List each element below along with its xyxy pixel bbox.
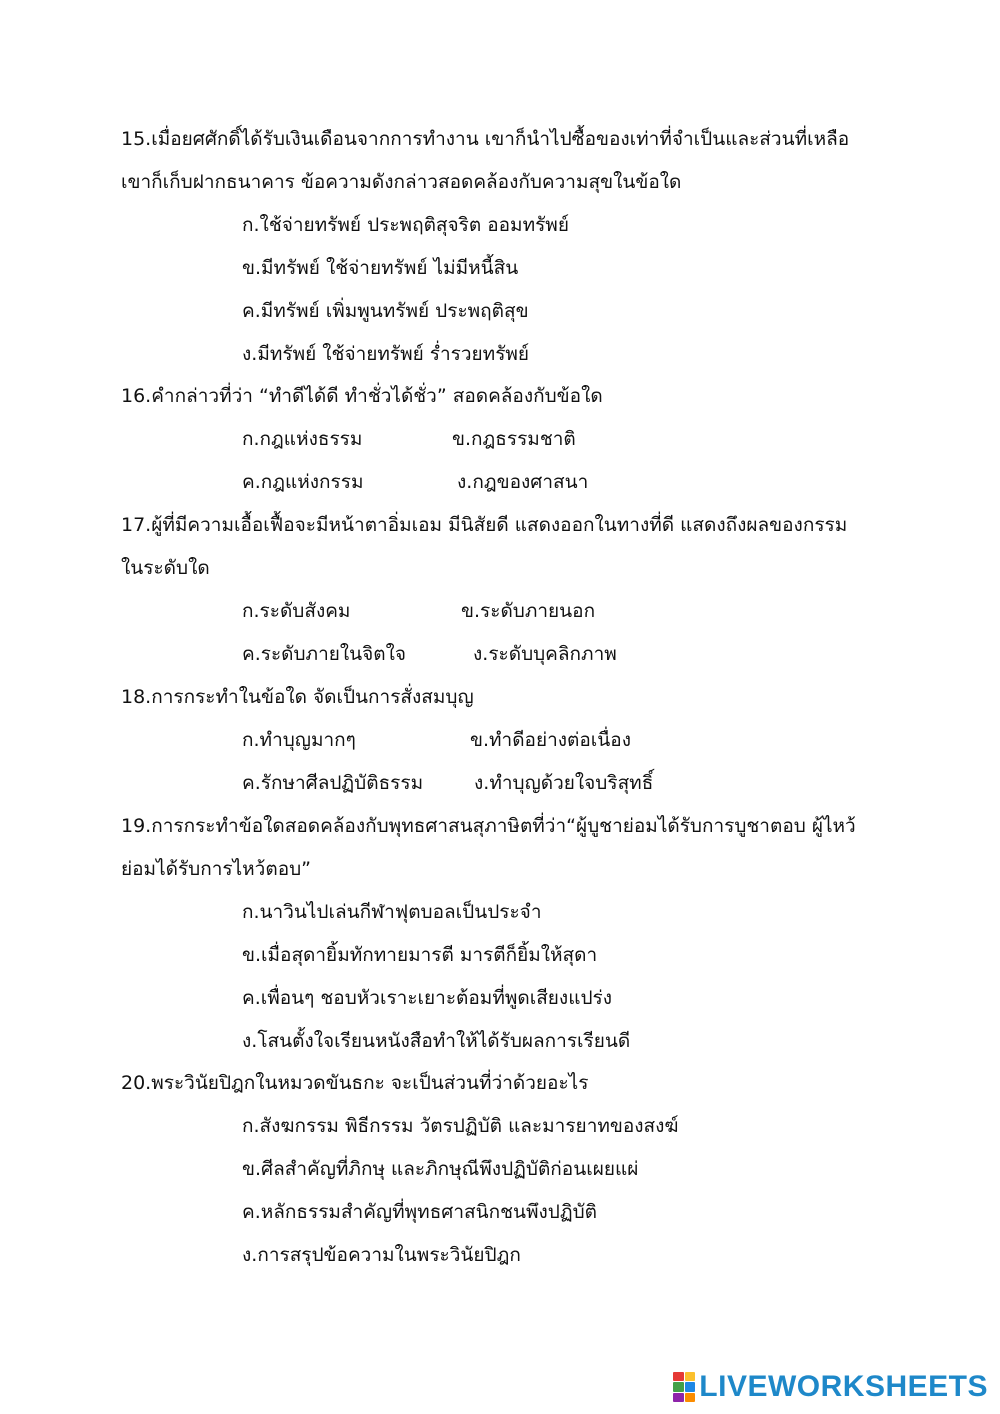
question-17-stem-line-1: 17.ผู้ที่มีความเอื้อเฟื้อจะมีหน้าตาอิ่มเอม มีนิสัยดี แสดงออกในทางที่ดี แสดงถึงผลของกรรม [121, 514, 848, 536]
question-17-option-c[interactable]: ค.ระดับภายในจิตใจ [242, 643, 407, 665]
question-18-stem-line-1: 18.การกระทำในข้อใด จัดเป็นการสั่งสมบุญ [121, 686, 474, 708]
question-15-option-d[interactable]: ง.มีทรัพย์ ใช้จ่ายทรัพย์ ร่ำรวยทรัพย์ [242, 343, 530, 365]
question-17-stem-line-2: ในระดับใด [121, 557, 210, 579]
question-18-option-c[interactable]: ค.รักษาศีลปฏิบัติธรรม [242, 772, 424, 794]
logo-tile [685, 1372, 696, 1381]
question-15-stem-line-2: เขาก็เก็บฝากธนาคาร ข้อความดังกล่าวสอดคล้องกับความสุขในข้อใด [121, 171, 682, 193]
question-15-option-a[interactable]: ก.ใช้จ่ายทรัพย์ ประพฤติสุจริต ออมทรัพย์ [242, 214, 569, 236]
logo-tile [673, 1372, 684, 1381]
question-19-stem-line-1: 19.การกระทำข้อใดสอดคล้องกับพุทธศาสนสุภาษิตที่ว่า“ผู้บูชาย่อมได้รับการบูชาตอบ ผู้ไหว้ [121, 815, 856, 837]
liveworksheets-brand [673, 1370, 988, 1404]
question-16-option-b[interactable]: ข.กฎธรรมชาติ [452, 428, 576, 450]
logo-tile [685, 1393, 696, 1402]
question-15-stem-line-1: 15.เมื่อยศศักดิ์ได้รับเงินเดือนจากการทำงาน เขาก็นำไปซื้อของเท่าที่จำเป็นและส่วนที่เหลือ [121, 128, 850, 150]
question-16-option-c[interactable]: ค.กฎแห่งกรรม [242, 471, 364, 493]
question-19-option-a[interactable]: ก.นาวินไปเล่นกีฬาฟุตบอลเป็นประจำ [242, 901, 542, 923]
question-16-option-a[interactable]: ก.กฎแห่งธรรม [242, 428, 363, 450]
question-19-option-b[interactable]: ข.เมื่อสุดายิ้มทักทายมารตี มารตีก็ยิ้มให้สุดา [242, 944, 598, 966]
question-18-option-b[interactable]: ข.ทำดีอย่างต่อเนื่อง [470, 729, 631, 751]
question-16-option-d[interactable]: ง.กฎของศาสนา [457, 471, 589, 493]
brand-text: LIVEWORKSHEETS [699, 1370, 988, 1403]
question-19-option-d[interactable]: ง.โสนตั้งใจเรียนหนังสือทำให้ได้รับผลการเรียนดี [242, 1030, 631, 1052]
question-19-stem-line-2: ย่อมได้รับการไหว้ตอบ” [121, 858, 312, 880]
question-18-option-d[interactable]: ง.ทำบุญด้วยใจบริสุทธิ์ [474, 772, 654, 794]
question-17-option-a[interactable]: ก.ระดับสังคม [242, 600, 351, 622]
logo-tile [673, 1393, 684, 1402]
question-16-stem-line-1: 16.คำกล่าวที่ว่า “ทำดีได้ดี ทำชั่วได้ชั่ว” สอดคล้องกับข้อใด [121, 385, 603, 407]
question-20-option-c[interactable]: ค.หลักธรรมสำคัญที่พุทธศาสนิกชนพึงปฏิบัติ [242, 1201, 598, 1223]
question-18-option-a[interactable]: ก.ทำบุญมากๆ [242, 729, 356, 751]
logo-tile [673, 1382, 684, 1391]
question-15-option-c[interactable]: ค.มีทรัพย์ เพิ่มพูนทรัพย์ ประพฤติสุข [242, 300, 529, 322]
question-20-option-a[interactable]: ก.สังฆกรรม พิธีกรรม วัตรปฏิบัติ และมารยาทของสงฆ์ [242, 1115, 679, 1137]
question-19-option-c[interactable]: ค.เพื่อนๆ ชอบหัวเราะเยาะต้อมที่พูดเสียงแปร่ง [242, 987, 612, 1009]
logo-tile [685, 1382, 696, 1391]
liveworksheets-logo-icon [673, 1372, 695, 1402]
question-17-option-b[interactable]: ข.ระดับภายนอก [461, 600, 596, 622]
question-20-option-b[interactable]: ข.ศีลสำคัญที่ภิกษุ และภิกษุณีพึงปฏิบัติก่อนเผยแผ่ [242, 1158, 639, 1180]
question-20-option-d[interactable]: ง.การสรุปข้อความในพระวินัยปิฎก [242, 1244, 521, 1266]
question-20-stem-line-1: 20.พระวินัยปิฎกในหมวดขันธกะ จะเป็นส่วนที่ว่าด้วยอะไร [121, 1072, 589, 1094]
question-15-option-b[interactable]: ข.มีทรัพย์ ใช้จ่ายทรัพย์ ไม่มีหนี้สิน [242, 257, 519, 279]
question-17-option-d[interactable]: ง.ระดับบุคลิกภาพ [473, 643, 617, 665]
